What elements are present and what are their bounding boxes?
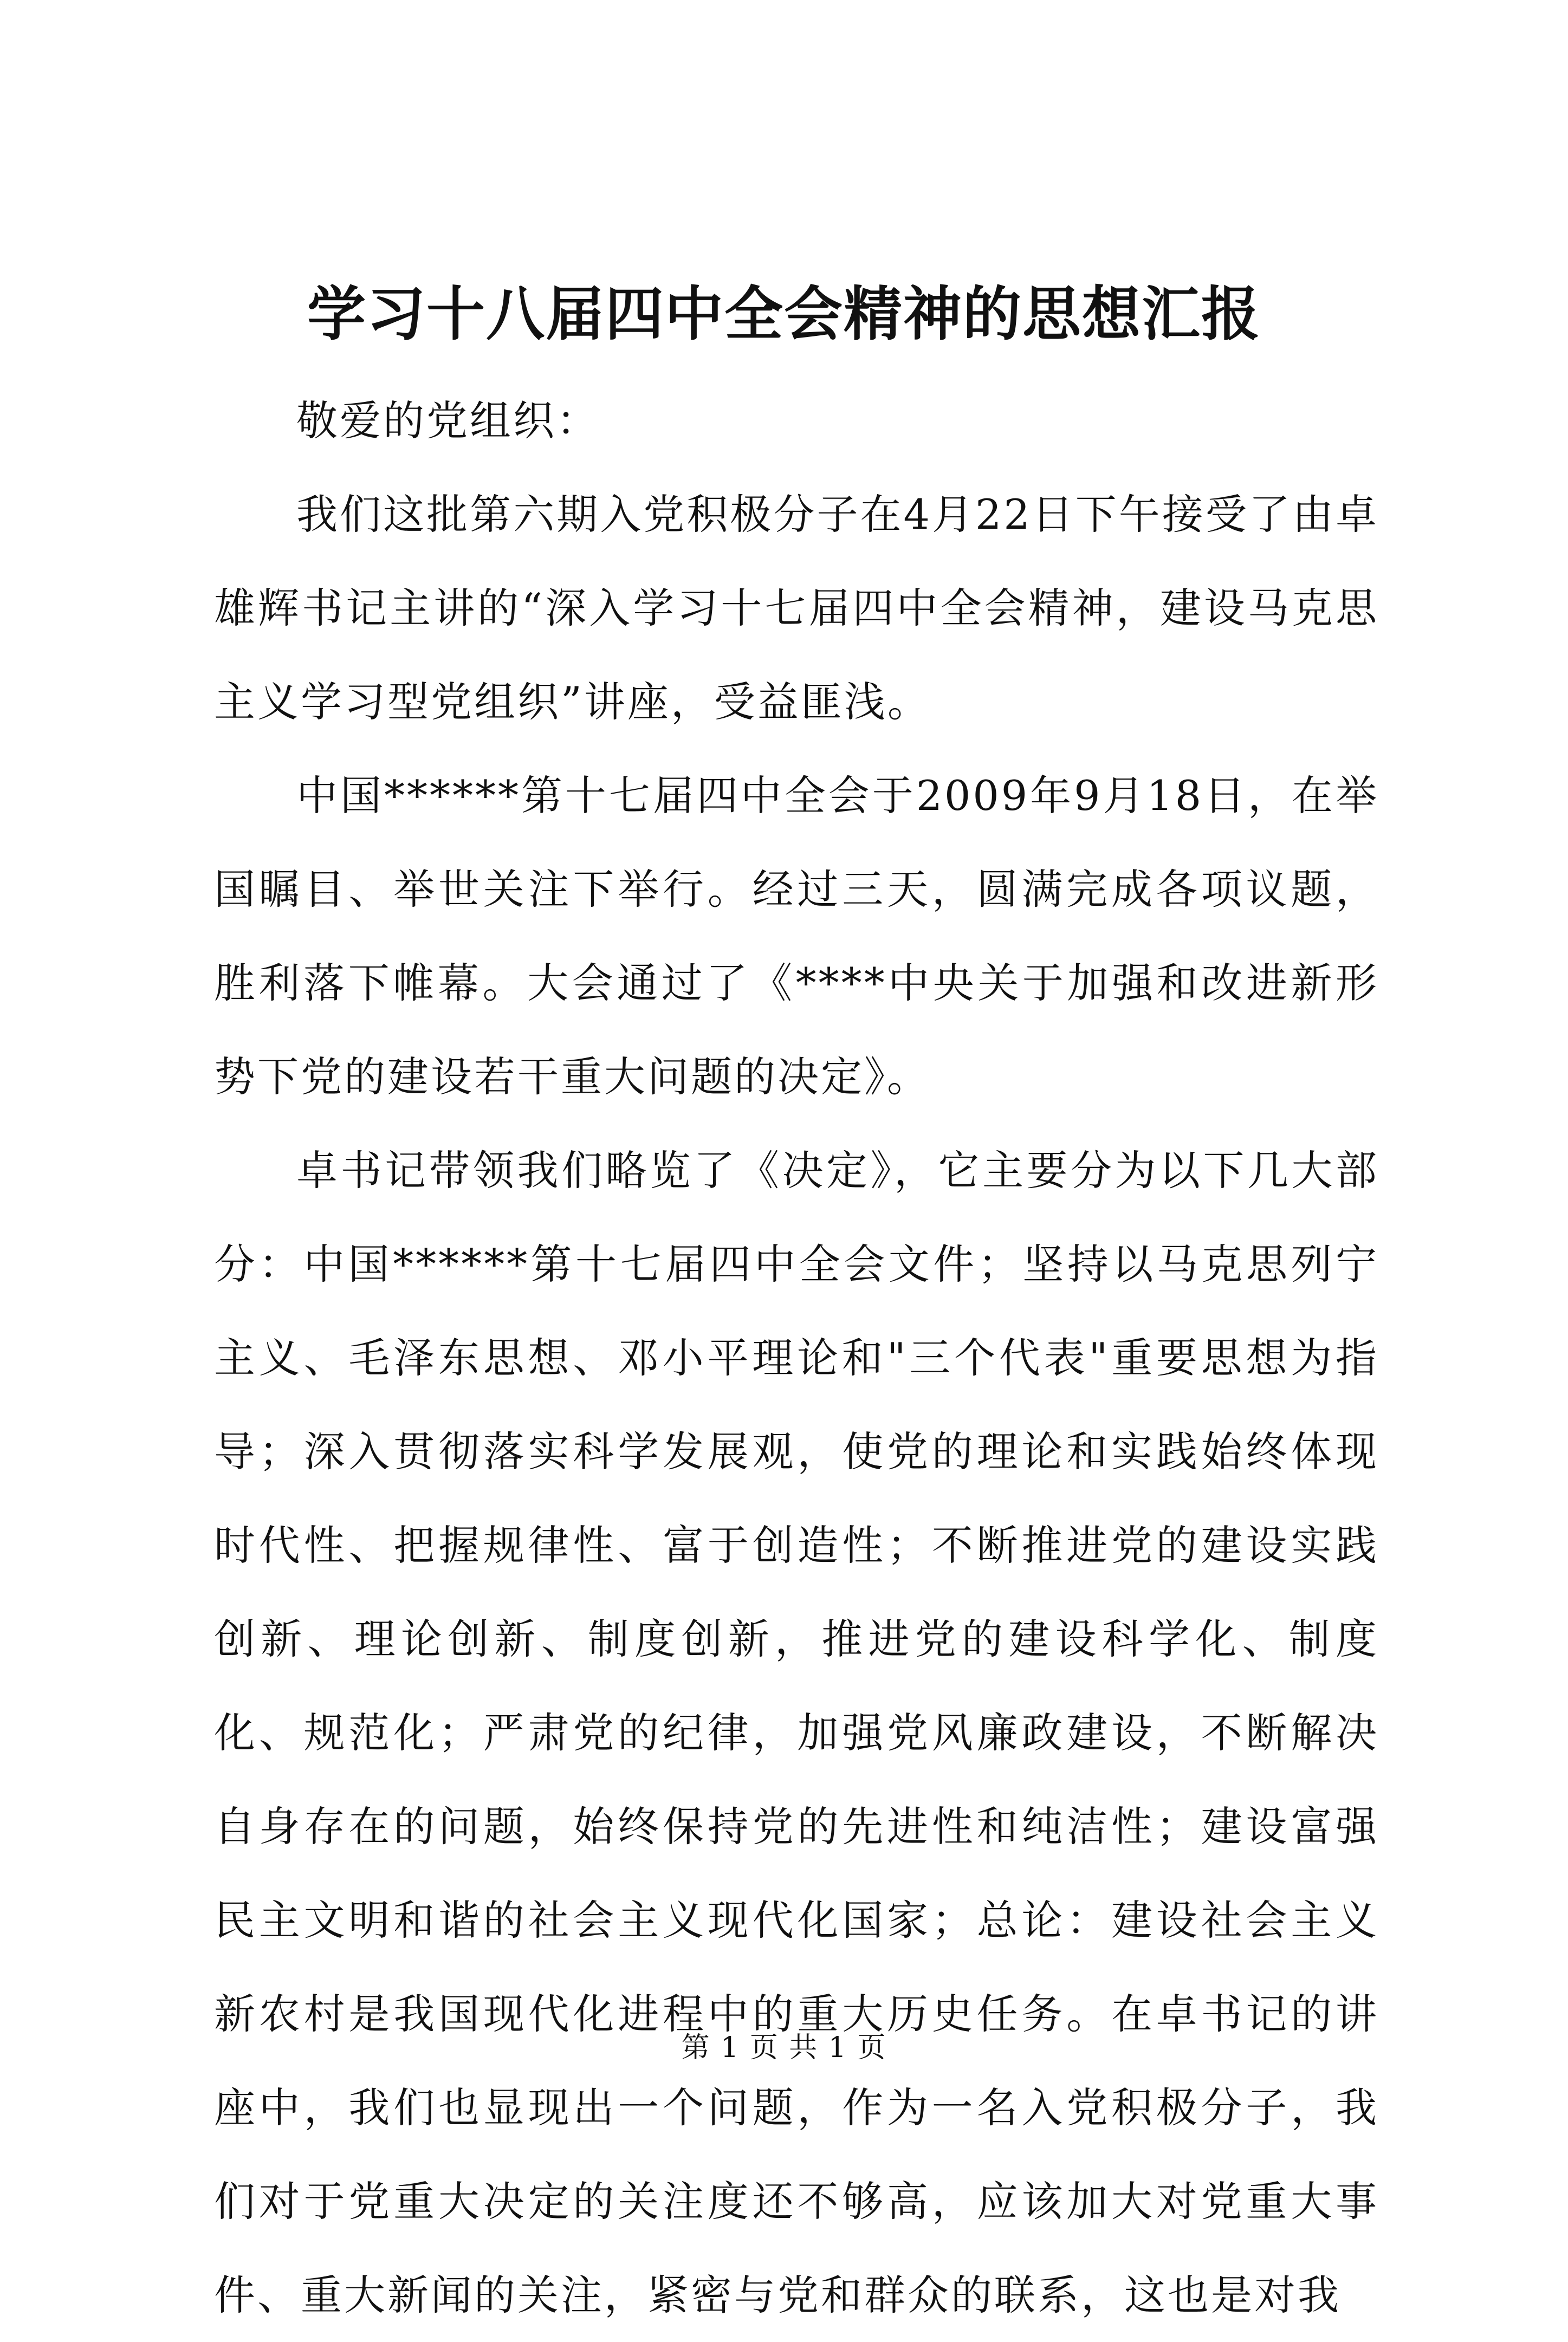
body-paragraph: 我们这批第六期入党积极分子在4月22日下午接受了由卓雄辉书记主讲的“深入学习十七届四中全会精神，建设马克思主义学习型党组织”讲座，受益匪浅。 (214, 490, 1379, 726)
body-paragraph: 中国******第十七届四中全会于2009年9月18日，在举国瞩目、举世关注下举行。经过三天，圆满完成各项议题，胜利落下帷幕。大会通过了《****中央关于加强和改进新形势下党的建设若干重大问题的决定》。 (214, 771, 1379, 1101)
salutation: 敬爱的党组织： (296, 397, 600, 445)
document-title: 学习十八届四中全会精神的思想汇报 (307, 280, 1261, 348)
body-paragraph: 卓书记带领我们略览了《决定》，它主要分为以下几大部分：中国******第十七届四中全会文件；坚持以马克思列宁主义、毛泽东思想、邓小平理论和"三个代表"重要思想为指导；深入贯彻落实科学发展观，使党的理论和实践始终体现时代性、把握规律性、富于创造性；不断推进党的建设实践创新、理论创新、制度创新，推进党的建设科学化、制度化、规范化；严肃党的纪律，加强党风廉政建设，不断解决自身存在的问题，始终保持党的先进性和纯洁性；建设富强民主文明和谐的社会主义现代化国家；总论：建设社会主义新农村是我国现代化进程中的重大历史任务。在卓书记的讲座中，我们也显现出一个问题，作为一名入党积极分子，我们对于党重大决定的关注度还不够高，应该加大对党重大事件、重大新闻的关注，紧密与党和群众的联系，这也是对我 (214, 1146, 1379, 2319)
page-number-footer: 第 1 页 共 1 页 (681, 2032, 887, 2064)
